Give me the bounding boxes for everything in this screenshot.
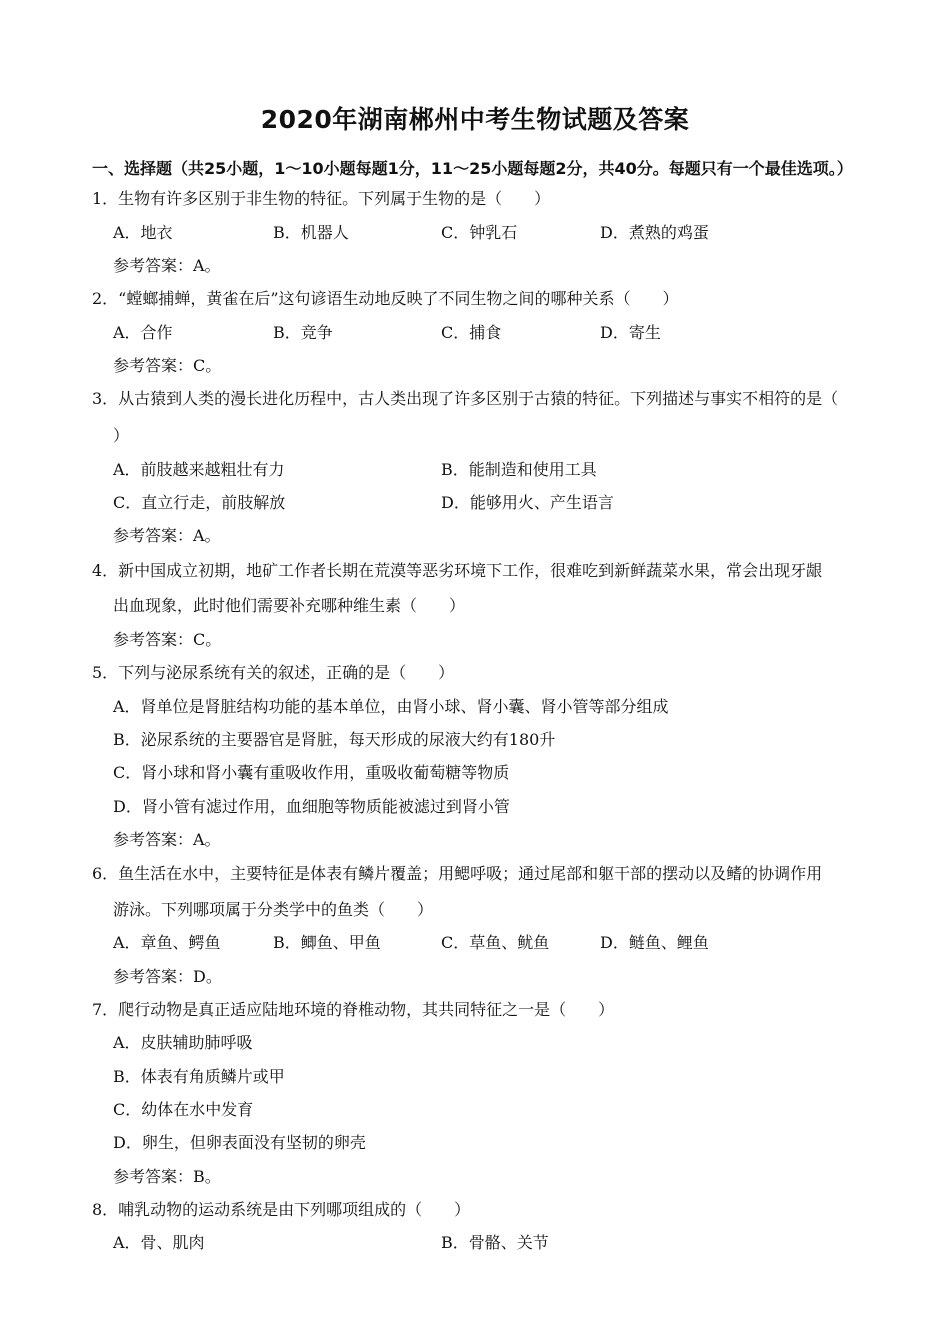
question-6-option-a: A．章鱼、鳄鱼	[113, 933, 221, 952]
question-3-option-d: D．能够用火、产生语言	[441, 493, 614, 512]
question-2-option-c: C．捕食	[441, 323, 502, 342]
question-7-answer: 参考答案：B。	[113, 1167, 221, 1186]
question-8-option-a: A．骨、肌肉	[113, 1233, 205, 1252]
page-title: 2020年湖南郴州中考生物试题及答案	[260, 105, 690, 134]
question-5-option-a: A．肾单位是肾脏结构功能的基本单位，由肾小球、肾小囊、肾小管等部分组成	[113, 697, 669, 716]
question-7-option-b: B．体表有角质鳞片或甲	[113, 1067, 285, 1086]
question-6-stem-line-2: 游泳。下列哪项属于分类学中的鱼类（ ）	[113, 900, 434, 919]
question-3-stem-line-1: 3．从古猿到人类的漫长进化历程中，古人类出现了许多区别于古猿的特征。下列描述与事实不相符的是（	[92, 389, 839, 408]
question-7-stem: 7．爬行动物是真正适应陆地环境的脊椎动物，其共同特征之一是（ ）	[92, 1000, 615, 1019]
question-7-option-a: A．皮肤辅助肺呼吸	[113, 1033, 253, 1052]
question-3-stem-line-2: ）	[113, 426, 130, 445]
question-1-option-c: C．钟乳石	[441, 223, 518, 242]
question-3-option-a: A．前肢越来越粗壮有力	[113, 460, 285, 479]
question-1-option-a: A．地衣	[113, 223, 173, 242]
question-6-answer: 参考答案：D。	[113, 967, 222, 986]
question-7-option-d: D．卵生，但卵表面没有坚韧的卵壳	[113, 1133, 366, 1152]
question-6-option-b: B．鲫鱼、甲鱼	[273, 933, 381, 952]
question-5-stem: 5．下列与泌尿系统有关的叙述，正确的是（ ）	[92, 663, 455, 682]
question-2-stem: 2．“螳螂捕蝉，黄雀在后”这句谚语生动地反映了不同生物之间的哪种关系（ ）	[92, 289, 679, 308]
question-6-option-c: C．草鱼、鱿鱼	[441, 933, 550, 952]
question-1-answer: 参考答案：A。	[113, 256, 221, 275]
question-4-stem-line-2: 出血现象，此时他们需要补充哪种维生素（ ）	[113, 596, 466, 615]
question-3-option-b: B．能制造和使用工具	[441, 460, 597, 479]
question-3-answer: 参考答案：A。	[113, 526, 221, 545]
question-7-option-c: C．幼体在水中发育	[113, 1100, 254, 1119]
question-1-option-b: B．机器人	[273, 223, 349, 242]
question-8-stem: 8．哺乳动物的运动系统是由下列哪项组成的（ ）	[92, 1200, 471, 1219]
question-1-option-d: D．煮熟的鸡蛋	[600, 223, 709, 242]
question-4-stem-line-1: 4．新中国成立初期，地矿工作者长期在荒漠等恶劣环境下工作，很难吃到新鲜蔬菜水果，常会出现牙龈	[92, 561, 823, 580]
question-2-option-b: B．竞争	[273, 323, 333, 342]
question-4-answer: 参考答案：C。	[113, 630, 222, 649]
question-5-option-c: C．肾小球和肾小囊有重吸收作用，重吸收葡萄糖等物质	[113, 763, 510, 782]
question-3-option-c: C．直立行走，前肢解放	[113, 493, 286, 512]
question-5-option-b: B．泌尿系统的主要器官是肾脏，每天形成的尿液大约有180升	[113, 730, 556, 749]
question-2-option-a: A．合作	[113, 323, 173, 342]
question-2-option-d: D．寄生	[600, 323, 661, 342]
question-5-answer: 参考答案：A。	[113, 830, 221, 849]
question-8-option-b: B．骨骼、关节	[441, 1233, 549, 1252]
question-6-stem-line-1: 6．鱼生活在水中，主要特征是体表有鳞片覆盖；用鳃呼吸；通过尾部和躯干部的摆动以及鳍的协调作用	[92, 864, 823, 883]
question-2-answer: 参考答案：C。	[113, 356, 222, 375]
question-6-option-d: D．鲢鱼、鲤鱼	[600, 933, 709, 952]
section-heading: 一、选择题（共25小题，1～10小题每题1分，11～25小题每题2分，共40分。每题只有一个最佳选项。）	[92, 159, 853, 178]
question-1-stem: 1．生物有许多区别于非生物的特征。下列属于生物的是（ ）	[92, 189, 551, 208]
question-5-option-d: D．肾小管有滤过作用，血细胞等物质能被滤过到肾小管	[113, 797, 510, 816]
